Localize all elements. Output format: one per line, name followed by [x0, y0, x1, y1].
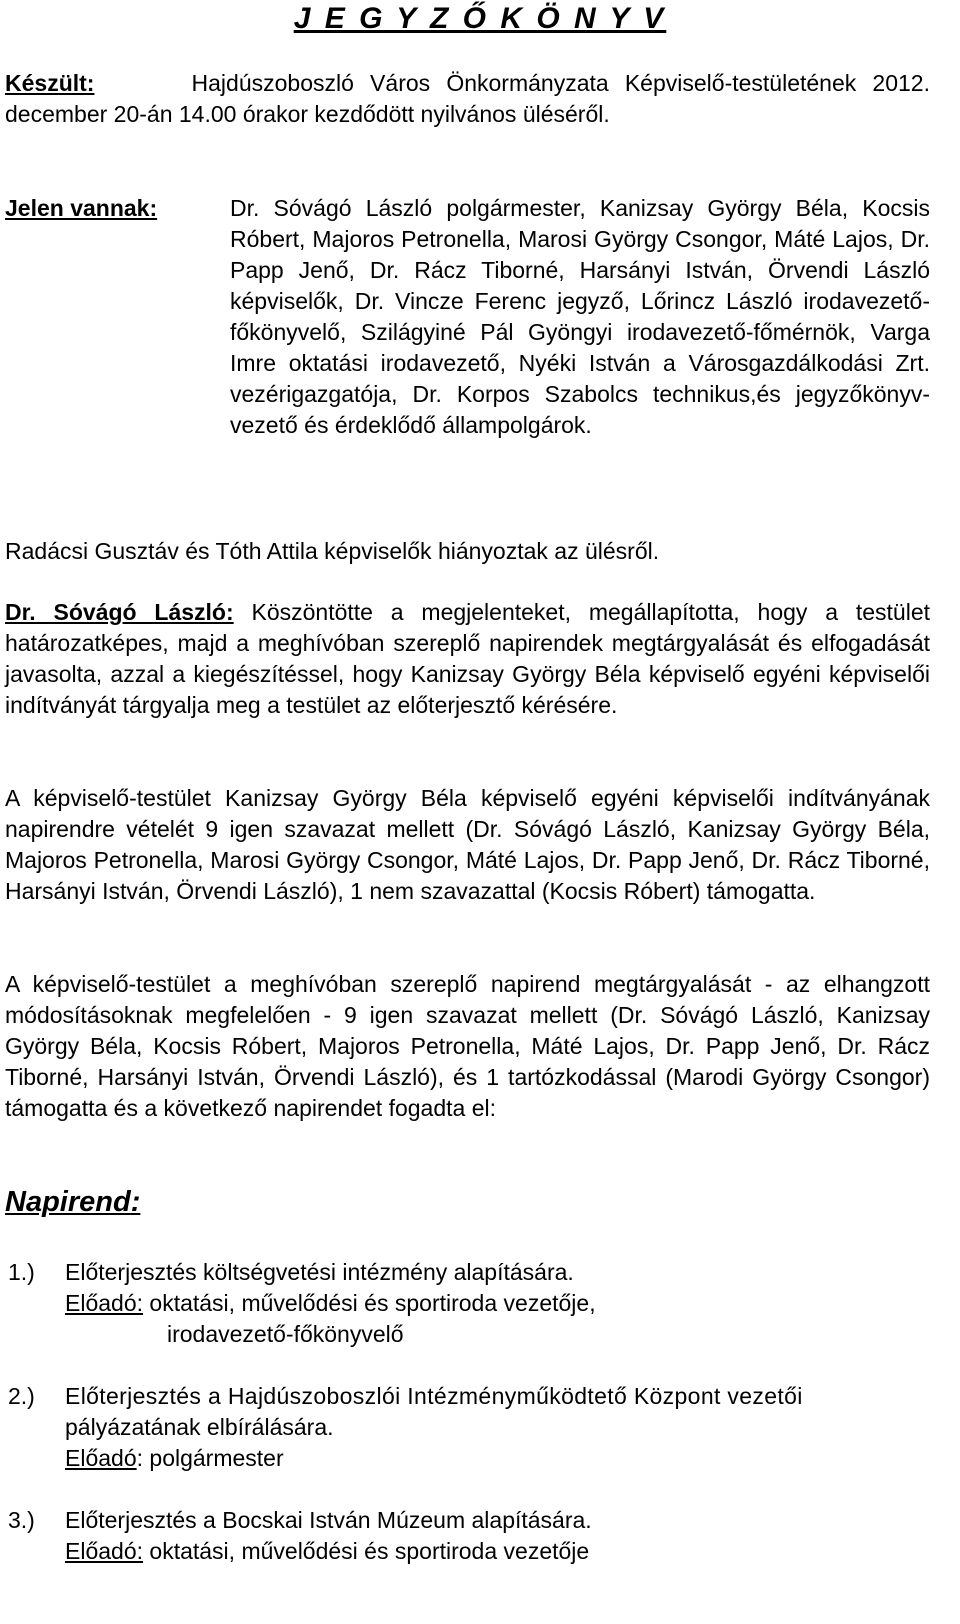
presenter-text: oktatási, művelődési és sportiroda vezetője [143, 1538, 590, 1564]
absent-members-paragraph: Radácsi Gusztáv és Tóth Attila képviselők hiányoztak az ülésről. [5, 538, 660, 564]
agenda-heading-text: Napirend [5, 1186, 131, 1218]
keszult-paragraph [5, 68, 930, 130]
mayor-opening-paragraph [5, 597, 930, 721]
agenda-item-body [65, 1257, 930, 1350]
keszult-text: Hajdúszoboszló Város Önkormányzata Képviselő-testületének 2012. december 20-án 14.00 órakor kezdődött nyilvános üléséről. [5, 70, 930, 127]
agenda-item-title: Előterjesztés a Bocskai István Múzeum alapítására. [65, 1507, 592, 1533]
agenda-item-number: 1.) [8, 1259, 35, 1285]
jelen-label: Jelen vannak: [5, 195, 158, 221]
presenter-label: Előadó [65, 1445, 137, 1471]
agenda-item-presenter [65, 1443, 930, 1474]
vote-paragraph-1: A képviselő-testület Kanizsay György Béla képviselő egyéni képviselői indítványának napirendre vételét 9 igen szavazat mellett (Dr. Sóvágó László, Kanizsay György Béla, Majoros Petronella, Marosi György Csongor, Máté Lajos, Dr. Papp Jenő, Dr. Rácz Tiborné, Harsányi István, Örvendi László), 1 nem szavazattal (Kocsis Róbert) támogatta. [5, 785, 930, 904]
presenter-label: Előadó: [65, 1290, 144, 1316]
agenda-item-title: Előterjesztés költségvetési intézmény alapítására. [65, 1259, 574, 1285]
presenter-label: Előadó: [65, 1538, 144, 1564]
agenda-item-2 [0, 1381, 960, 1505]
agenda-item-3 [0, 1505, 960, 1575]
document-title: J E G Y Z Ő K Ö N Y V [293, 2, 667, 35]
jelen-text: Dr. Sóvágó László polgármester, Kanizsay György Béla, Kocsis Róbert, Majoros Petronella, Marosi György Csongor, Máté Lajos, Dr. Papp Jenő, Dr. Rácz Tiborné, Harsányi István, Örvendi László képviselők, Dr. Vincze Ferenc jegyző, Lőrincz László irodavezető-főkönyvelő, Szilágyiné Pál Gyöngyi irodavezető-főmérnök, Varga Imre oktatási irodavezető, Nyéki István a Városgazdálkodási Zrt. vezérigazgatója, Dr. Korpos Szabolcs technikus,és jegyzőkönyv-vezető és érdeklődő állampolgárok. [230, 195, 930, 438]
agenda-list [0, 1257, 960, 1575]
agenda-heading [5, 1186, 140, 1219]
presenter-text: : polgármester [136, 1445, 284, 1471]
speaker-name: Dr. Sóvágó László: [5, 599, 234, 625]
agenda-item-presenter-cont: irodavezető-főkönyvelő [167, 1321, 404, 1347]
agenda-item-body [65, 1381, 930, 1474]
keszult-label: Készült: [5, 70, 95, 96]
agenda-item-1 [0, 1257, 960, 1381]
agenda-item-title: Előterjesztés a Hajdúszoboszlói Intézményműködtető Központ vezetői [65, 1383, 803, 1409]
vote-paragraph-2: A képviselő-testület a meghívóban szereplő napirend megtárgyalását - az elhangzott módosításoknak megfelelően - 9 igen szavazat mellett (Dr. Sóvágó László, Kanizsay György Béla, Kocsis Róbert, Majoros Petronella, Máté Lajos, Dr. Papp Jenő, Dr. Rácz Tiborné, Harsányi István, Örvendi László), és 1 tartózkodással (Marodi György Csongor) támogatta és a következő napirendet fogadta el: [5, 971, 930, 1121]
agenda-item-presenter [65, 1288, 930, 1319]
agenda-heading-colon: : [130, 1186, 141, 1218]
agenda-item-body [65, 1505, 930, 1567]
agenda-item-presenter [65, 1536, 930, 1567]
mayor-opening-text: Köszöntötte a megjelenteket, megállapította, hogy a testület határozatképes, majd a meghívóban szereplő napirendek megtárgyalását és elfogadását javasolta, azzal a kiegészítéssel, hogy Kanizsay György Béla képviselő egyéni képviselői indítványát tárgyalja meg a testület az előterjesztő kérésére. [5, 599, 931, 718]
agenda-item-number: 3.) [8, 1507, 35, 1533]
presenter-text: oktatási, művelődési és sportiroda vezetője, [143, 1290, 596, 1316]
agenda-item-number: 2.) [8, 1383, 35, 1409]
agenda-item-title-cont: pályázatának elbírálására. [65, 1414, 334, 1440]
